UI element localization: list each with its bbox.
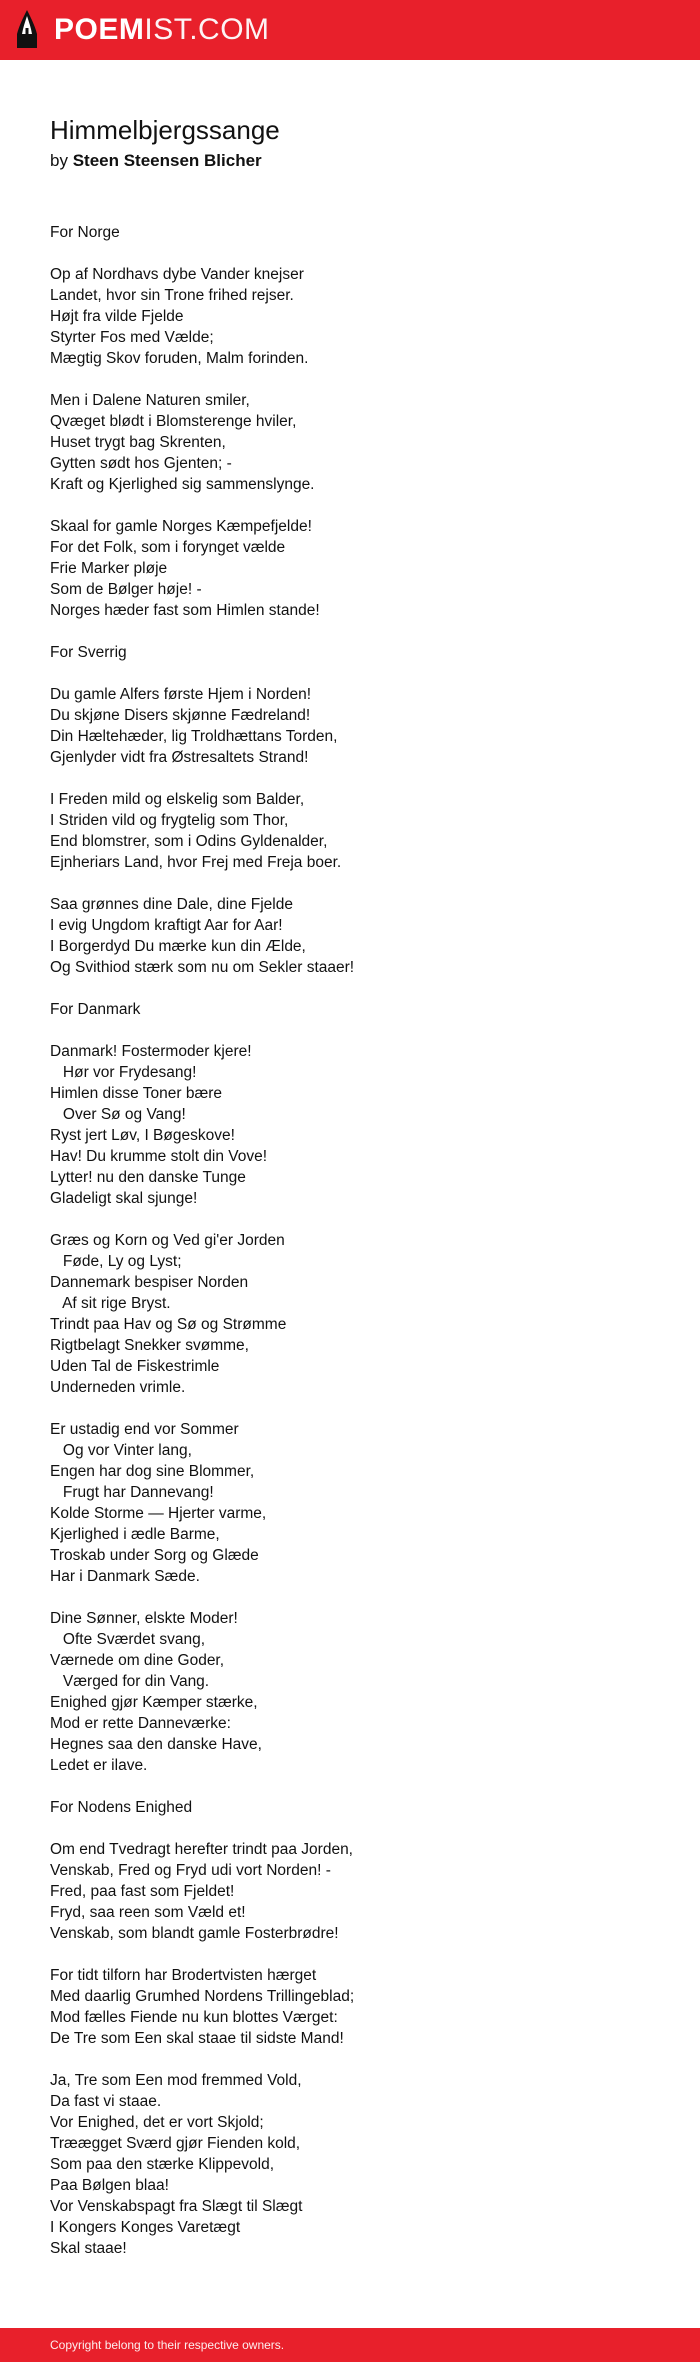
poem-line: Paa Bølgen blaa! [50,2177,169,2194]
poem-line: For Nodens Enighed [50,1799,193,1816]
byline-prefix: by [50,151,68,170]
site-footer [0,2328,700,2362]
poem-line: Styrter Fos med Vælde; [50,329,214,346]
poem-line: Frie Marker pløje [50,560,168,577]
stanza-break [50,243,670,264]
poem-line: Og vor Vinter lang, [50,1442,192,1459]
poem-line: Danmark! Fostermoder kjere! [50,1043,252,1060]
poem-line: Skal staae! [50,2240,127,2257]
poem-line: Kolde Storme — Hjerter varme, [50,1505,267,1522]
poem-line: I evig Ungdom kraftigt Aar for Aar! [50,917,283,934]
poem-line: Ja, Tre som Een mod fremmed Vold, [50,2072,302,2089]
stanza-break [50,1209,670,1230]
poem-line: Du gamle Alfers første Hjem i Norden! [50,686,312,703]
poem-line: Enighed gjør Kæmper stærke, [50,1694,258,1711]
stanza-break [50,768,670,789]
copyright-text: Copyright belong to their respective owners. [50,2338,285,2352]
poem-line: Om end Tvedragt herefter trindt paa Jorden, [50,1841,353,1858]
stanza-break [50,1944,670,1965]
poem-line: Og Svithiod stærk som nu om Sekler staaer! [50,959,355,976]
poem-line: Ofte Sværdet svang, [50,1631,206,1648]
poem-line: Hegnes saa den danske Have, [50,1736,262,1753]
logo-text-bold: POEM [54,13,145,46]
poem-line: Dine Sønner, elskte Moder! [50,1610,238,1627]
poem-line: For Norge [50,224,120,241]
poem-line: Da fast vi staae. [50,2093,162,2110]
poem-line: Rigtbelagt Snekker svømme, [50,1337,249,1354]
stanza-break [50,621,670,642]
poem-line: Din Hæltehæder, lig Troldhættans Torden, [50,728,338,745]
poem-line: Gjenlyder vidt fra Østresaltets Strand! [50,749,309,766]
poem-line: Dannemark bespiser Norden [50,1274,249,1291]
poem-body [50,222,670,2259]
pen-nib-icon [14,8,40,52]
poem-line: Værged for din Vang. [50,1673,210,1690]
poem-line: Græs og Korn og Ved gi'er Jorden [50,1232,285,1249]
poem-line: I Kongers Konges Varetægt [50,2219,241,2236]
poem-line: Landet, hvor sin Trone frihed rejser. [50,287,294,304]
poem-line: Fred, paa fast som Fjeldet! [50,1883,235,1900]
poem-line: End blomstrer, som i Odins Gyldenalder, [50,833,328,850]
poem-line: For det Folk, som i forynget vælde [50,539,286,556]
poem-line: Underneden vrimle. [50,1379,186,1396]
poem-line: Du skjøne Disers skjønne Fædreland! [50,707,311,724]
poem-line: Som paa den stærke Klippevold, [50,2156,275,2173]
stanza-break [50,1776,670,1797]
stanza-break [50,1818,670,1839]
stanza-break [50,495,670,516]
poem-line: Skaal for gamle Norges Kæmpefjelde! [50,518,312,535]
poem-line: Huset trygt bag Skrenten, [50,434,226,451]
poem-line: Over Sø og Vang! [50,1106,186,1123]
poem-line: Men i Dalene Naturen smiler, [50,392,250,409]
poem-line: Ryst jert Løv, I Bøgeskove! [50,1127,235,1144]
poem-line: Frugt har Dannevang! [50,1484,214,1501]
poem-line: Kjerlighed i ædle Barme, [50,1526,220,1543]
poem-line: I Striden vild og frygtelig som Thor, [50,812,289,829]
poem-line: Trindt paa Hav og Sø og Strømme [50,1316,287,1333]
poem-line: Fryd, saa reen som Væld et! [50,1904,246,1921]
poem-line: For tidt tilforn har Brodertvisten hærget [50,1967,317,1984]
poem-line: De Tre som Een skal staae til sidste Mand! [50,2030,344,2047]
poem-line: Himlen disse Toner bære [50,1085,223,1102]
poem-line: Mod fælles Fiende nu kun blottes Værget: [50,2009,338,2026]
poem-line: I Borgerdyd Du mærke kun din Ælde, [50,938,306,955]
poem-line: Gytten sødt hos Gjenten; - [50,455,232,472]
poem-line: Qvæget blødt i Blomsterenge hviler, [50,413,297,430]
poem-line: Højt fra vilde Fjelde [50,308,184,325]
logo-text-light: IST.COM [144,13,270,46]
poem-line: Vor Venskabspagt fra Slægt til Slægt [50,2198,303,2215]
poem-line: Engen har dog sine Blommer, [50,1463,255,1480]
poem-line: Er ustadig end vor Sommer [50,1421,239,1438]
poem-line: Troskab under Sorg og Glæde [50,1547,259,1564]
stanza-break [50,1020,670,1041]
poem-line: For Danmark [50,1001,141,1018]
poem-line: Uden Tal de Fiskestrimle [50,1358,220,1375]
poem-line: Som de Bølger høje! - [50,581,202,598]
poem-author: Steen Steensen Blicher [72,151,262,170]
poem-line: Vor Enighed, det er vort Skjold; [50,2114,264,2131]
poem-line: Ejnheriars Land, hvor Frej med Freja boer. [50,854,342,871]
poem-line: Op af Nordhavs dybe Vander knejser [50,266,304,283]
site-header [0,0,700,60]
stanza-break [50,1587,670,1608]
poem-line: Kraft og Kjerlighed sig sammenslynge. [50,476,315,493]
poem-line: Venskab, som blandt gamle Fosterbrødre! [50,1925,339,1942]
poem-byline [50,148,670,174]
stanza-break [50,978,670,999]
poem-line: Træægget Sværd gjør Fienden kold, [50,2135,301,2152]
poem-line: Gladeligt skal sjunge! [50,1190,198,1207]
site-logo[interactable] [14,8,270,52]
poem-line: Værnede om dine Goder, [50,1652,225,1669]
poem-line: Mod er rette Danneværke: [50,1715,231,1732]
poem-line: For Sverrig [50,644,127,661]
poem-line: Norges hæder fast som Himlen stande! [50,602,320,619]
poem-line: Hav! Du krumme stolt din Vove! [50,1148,268,1165]
poem-line: Har i Danmark Sæde. [50,1568,200,1585]
poem-line: Saa grønnes dine Dale, dine Fjelde [50,896,293,913]
stanza-break [50,873,670,894]
stanza-break [50,663,670,684]
stanza-break [50,1398,670,1419]
poem-line: Føde, Ly og Lyst; [50,1253,182,1270]
stanza-break [50,369,670,390]
poem-content [50,112,670,2259]
poem-line: Af sit rige Bryst. [50,1295,171,1312]
poem-line: Mægtig Skov foruden, Malm forinden. [50,350,309,367]
poem-line: Med daarlig Grumhed Nordens Trillingeblad; [50,1988,355,2005]
poem-line: Lytter! nu den danske Tunge [50,1169,246,1186]
poem-line: Hør vor Frydesang! [50,1064,197,1081]
stanza-break [50,2049,670,2070]
poem-title: Himmelbjergssange [50,115,280,145]
site-logo-text [54,8,270,52]
poem-line: Venskab, Fred og Fryd udi vort Norden! - [50,1862,331,1879]
poem-line: Ledet er ilave. [50,1757,148,1774]
poem-line: I Freden mild og elskelig som Balder, [50,791,305,808]
